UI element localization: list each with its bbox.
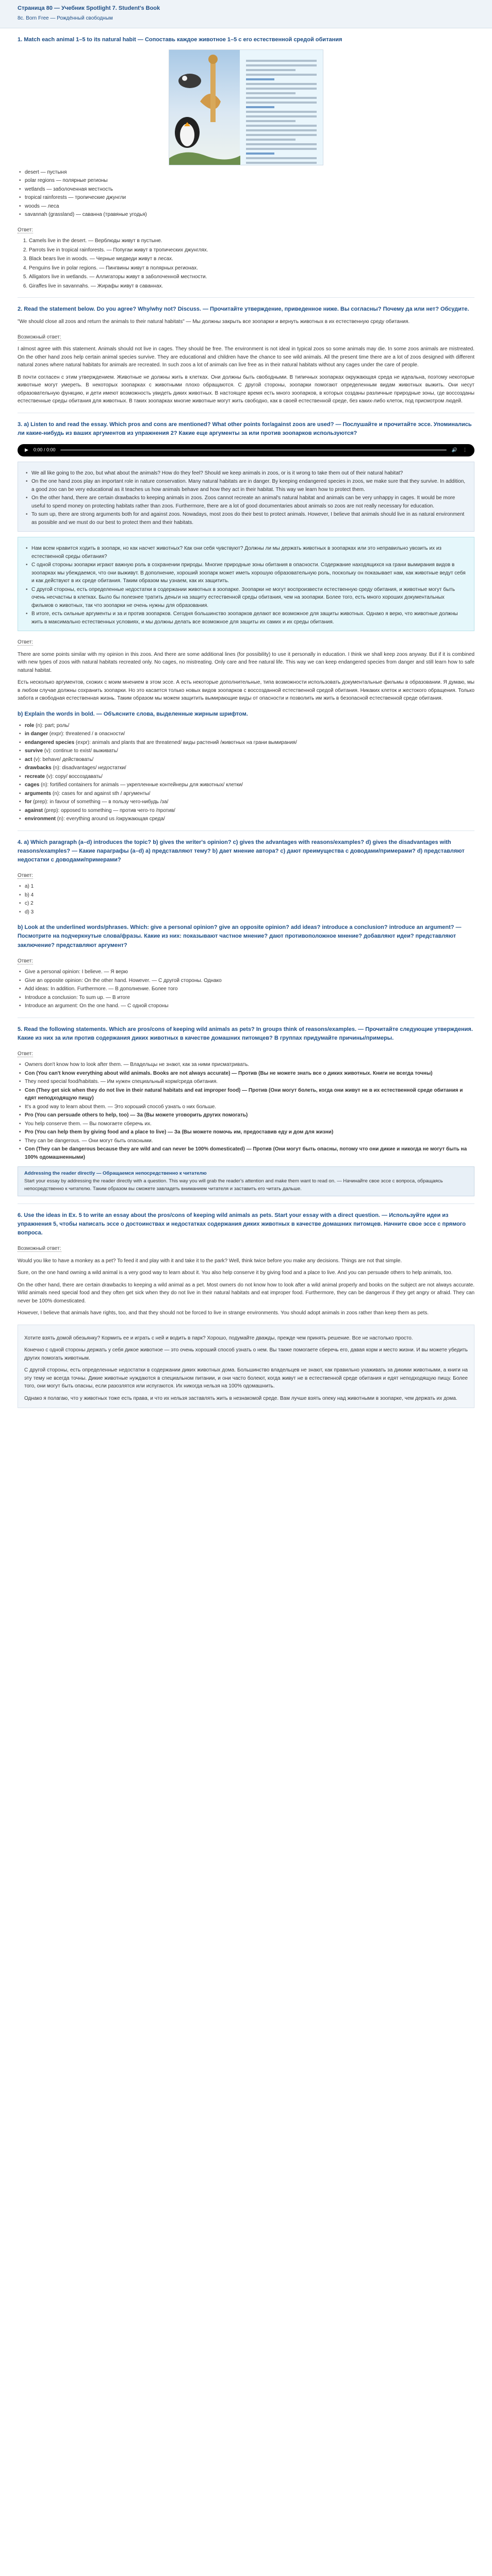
answer-item: 4. Penguins live in polar regions. — Пингвины живут в полярных регионах. (29, 264, 474, 273)
task-1-title: 1. Match each animal 1–5 to its natural habit — Сопоставь каждое животное 1–5 с его естественной средой обитания (18, 36, 342, 43)
task-2-answer-ru: В почти согласен с этим утверждением. Животные не должны жить в клетках. Они должны быть свободными. В типичных зоопарках окружающая среда не идеальна, поэтому некоторые животные могут умереть. В некоторых зоопарках с животными плохо обращаются. С другой стороны, зоопарки помогают определенным видам животных выжить. Они несут образовательную функцию, и дети имеют возможность увидеть диких животных. В настоящее время есть много зоопарков, в которых созданы различные природные зоны, где воссозданы естественные среды обитания для животных. В таких зоопарках многие животные могут жить свободно, как в своей естественной среде, без каких-либо клеток, под присмотром людей. (18, 374, 474, 404)
vocabulary-item (18, 747, 474, 755)
essay-paragraph: • On the one hand zoos play an important role in nature conservation. Many natural habitats are in danger. By keeping endangered species in zoos, we make sure that they survive. In addition, a good zoo can be very educational as it teaches us how animals behave and how they act in their habitat. This way we learn how to protect them. (24, 478, 468, 494)
audio-progress-bar[interactable] (60, 449, 446, 451)
essay-page-preview (240, 50, 323, 165)
audio-player[interactable] (18, 444, 474, 456)
task-3b-title: b) Explain the words in bold. — Объясните слова, выделенные жирным шрифтом. (18, 710, 248, 717)
answer-item: • Introduce an argument: On the one hand. — С одной стороны (18, 1002, 474, 1010)
page-header (0, 0, 492, 28)
vocabulary-definition: (n): cases for and against sth / аргументы/ (51, 790, 151, 796)
essay-translation-paragraph: С другой стороны, есть определенные недостатки в содержании диких животных дома. Большинство владельцев не знают, как правильно ухаживать за дикими животными, а книги на эту тему не всегда точны. Дикие животные нуждаются в специальном питании, и они часто болеют, когда живут не в естественной среде обитания и едят неподходящую пищу. Более того, они могут быть опасны, если разозлятся или испугаются. Их никогда нельзя на 100% одомашнить. (24, 1367, 468, 1389)
tip-text: Start your essay by addressing the reader directly with a question. This way you will grab the reader's attention and make them want to read on. — Начинайте свое эссе с вопроса, обращаясь непосредственно к читателю. Таким образом вы сможете завладеть вниманием читателя и заставить его читать дальше. (24, 1178, 443, 1192)
play-icon[interactable]: ▶ (25, 447, 28, 452)
argument-answer: • Con (You can't know everything about wild animals. Books are not always accurate) — Против (Вы не можете знать все о диких животных. Книги не всегда точны) (18, 1070, 474, 1078)
vocabulary-definition: (n): fortified containers for animals — укрепленные контейнеры для животных/ клетки/ (39, 782, 243, 788)
essay-translation-paragraph: • Нам всем нравится ходить в зоопарк, но как насчет животных? Как они себя чувствуют? Должны ли мы держать животных в зоопарках или это неправильно увозить их из естественной среды обитания? (24, 545, 468, 561)
animals-drawing (169, 50, 240, 165)
habitat-item: • wetlands — заболоченная местность (18, 185, 474, 194)
vocabulary-word: recreate (25, 773, 45, 779)
essay-paragraphs (24, 469, 468, 527)
task-2-answer-en: I almost agree with this statement. Animals should not live in cages. They should be free. The environment is not ideal in typical zoos so some animals may die. In some zoos animals are mistreated. On the other hand zoos help certain animal species survive. They are educational and children have the chance to see wild animals. All the present time there are a lot of zoos designed with different natural zones where natural habitats for animals are recreated. In such zoos a lot of animals can live free as in their natural habitats without any cages under the care of people. (18, 346, 474, 368)
vocabulary-definition: (expr): animals and plants that are threatened/ виды растений /животных на грани вымирания/ (74, 739, 297, 745)
vocabulary-definition: (v): copy/ воссоздавать/ (44, 773, 103, 779)
task-5-answer-label: Ответ: (18, 1050, 34, 1057)
tip-title: Addressing the reader directly — Обращаемся непосредственно к читателю (24, 1171, 207, 1177)
answer-item: 5. Alligators live in wetlands. — Аллигаторы живут в заболоченной местности. (29, 273, 474, 281)
vocabulary-word: survive (25, 748, 43, 754)
statement-item: • They need special food/habitats. — Им нужен специальный корм/среда обитания. (18, 1078, 474, 1086)
task-4-answers (18, 883, 474, 916)
vocabulary-item (18, 790, 474, 798)
essay-translation-paragraph: • В итоге, есть сильные аргументы и за и против зоопарков. Сегодня большинство зоопарков делают все возможное для защиты животных. Однако я верю, что животные должны жить в максимально естественных условиях, и мы должны делать все возможное для защиты их самих и их среды обитания. (24, 610, 468, 626)
essay-paragraph: • On the other hand, there are certain drawbacks to keeping animals in zoos. Zoos cannot recreate an animal's natural habitat and animals can be very unhappy in cages. It would be more useful to spend money on protecting habitats rather than zoos. Furthermore, there are a lot of good documentaries about animals so zoos are not really necessary for education. (24, 494, 468, 510)
essay-paragraph: Would you like to have a monkey as a pet? To feed it and play with it and take it to the park? Well, think twice before you make any decisions. Things are not that simple. (18, 1258, 402, 1264)
vocabulary-definition: (n): disadvantages/ недостатки/ (51, 765, 126, 771)
vocabulary-word: endangered species (25, 739, 75, 745)
task-6-sample-label: Возможный ответ: (18, 1246, 61, 1252)
task-3-title: 3. a) Listen to and read the essay. Which pros and cons are mentioned? What other points for/against zoos are used? — Послушайте и прочитайте эссе. Упоминались ли какие-нибудь из ваших аргументов из упражнения 2? Какие еще аргументы за или против зоопарков используются? (18, 421, 472, 436)
habitat-list (18, 168, 474, 219)
task-5-title: 5. Read the following statements. Which are pros/cons of keeping wild animals as pets? In groups think of reasons/examples. — Прочитайте следующие утверждения. Какие из них за или против содержания диких животных в качестве домашних питомцев? В группах придумайте причины/примеры. (18, 1026, 473, 1041)
vocabulary-definition: (v): continue to exist/ выживать/ (43, 748, 118, 754)
task-1-answers (18, 237, 474, 290)
vocabulary-word: for (25, 799, 32, 805)
essay-translation-paragraph: Хотите взять домой обезьянку? Кормить ее и играть с ней и водить в парк? Хорошо, подумайте дважды, прежде чем принять решение. Все не настолько просто. (24, 1335, 413, 1341)
answer-item: • c) 2 (18, 900, 474, 908)
habitat-item: • woods — леса (18, 202, 474, 211)
task-3-answer-en: There are some points similar with my opinion in this zoos. And there are some additional lines (for possibility) to use it personally in education. I think we shall keep zoos anyway. But if it is combined with new types of zoos with natural habitats recreated only. No cages, no mistreating. Only care and free natural life. This way we can keep endangered species from danger and still learn how to safe natural habitat. (18, 651, 474, 673)
essay-translation-paragraph: • С одной стороны зоопарки играют важную роль в сохранении природы. Многие природные зоны обитания в опасности. Содержание находящихся на грани вымирания видов в зоопарках мы убеждаемся, что они выживут. В дополнение, хороший зоопарк может иметь хорошую образовательную роль, поскольку он показывает нам, как животные ведут себя и как действуют в их среде обитания. Таким образом мы узнаем, как их защитить. (24, 561, 468, 585)
textbook-image (169, 49, 323, 165)
task-6-essay-ru (24, 1334, 468, 1403)
task-6-translation (18, 1325, 474, 1409)
answer-item: 3. Black bears live in woods. — Черные медведи живут в лесах. (29, 255, 474, 263)
essay-translation-paragraphs (24, 545, 468, 626)
tip-box (18, 1166, 474, 1196)
task-4b-answer-label: Ответ: (18, 958, 34, 964)
vocabulary-list (18, 722, 474, 823)
habitat-item: • polar regions — полярные регионы (18, 177, 474, 185)
answer-item: 6. Giraffes live in savannahs. — Жирафы живут в саваннах. (29, 282, 474, 291)
vocabulary-item (18, 739, 474, 747)
task-5-answers (18, 1061, 474, 1161)
vocabulary-item (18, 773, 474, 781)
task-6-title: 6. Use the ideas in Ex. 5 to write an essay about the pros/cons of keeping wild animals as pets. Start your essay with a direct question. — Используйте идеи из упражнения 5, чтобы написать эссе о достоинствах и недостатках содержания диких животных в качестве домашних питомцев. Начните свое эссе с прямого вопроса. (18, 1212, 466, 1236)
task-4-title: 4. a) Which paragraph (a–d) introduces the topic? b) gives the writer's opinion? c) gives the advantages with reasons/examples? d) gives the disadvantages with reasons/examples? — Какие параграфы (a–d) а) представляют тему? b) дает мнение автора? c) дают преимущества с доводами/примерами? d) представляют недостатки с доводами/примерами? (18, 839, 465, 863)
vocabulary-word: arguments (25, 790, 52, 796)
audio-time: 0:00 / 0:00 (33, 447, 56, 452)
task-2-sample-label: Возможный ответ: (18, 334, 61, 340)
statement-item: • Owners don't know how to look after them. — Владельцы не знают, как за ними присматривать. (18, 1061, 474, 1069)
page-title: Страница 80 — Учебник Spotlight 7. Student's Book (18, 5, 160, 11)
task-6-essay (18, 1257, 474, 1317)
statement-item: • It's a good way to learn about them. — Это хороший способ узнать о них больше. (18, 1103, 474, 1111)
argument-answer: • Con (They get sick when they do not live in their natural habitats and eat improper food) — Против (Они могут болеть, когда они живут не в их естественной среде обитания и едят неподходящую пищу) (18, 1087, 474, 1103)
vocabulary-definition: (v): behave/ действовать/ (32, 756, 94, 762)
volume-icon[interactable]: 🔊 (451, 447, 457, 452)
answer-item: • Introduce a conclusion: To sum up. — В итоге (18, 994, 474, 1002)
vocabulary-word: act (25, 756, 32, 762)
vocabulary-definition: (expr): threatened / в опасности/ (48, 731, 125, 737)
vocabulary-word: in danger (25, 731, 48, 737)
habitat-item: • savannah (grassland) — саванна (травяные угодья) (18, 211, 474, 219)
vocabulary-item (18, 807, 474, 815)
essay-translation-paragraph: • С другой стороны, есть определенные недостатки в содержании животных в зоопарке. Зоопарки не могут воспроизвести естественную среду обитания, и животные могут быть очень несчастны в клетках. Было бы полезнее тратить деньги на защиту естественной среды обитания, чем на зоопарки. Более того, есть много хороших документальных фильмов о животных, так что зоопарки не очень нужны для образования. (24, 586, 468, 610)
answer-item: • a) 1 (18, 883, 474, 891)
task-4b-title: b) Look at the underlined words/phrases. Which: give a personal opinion? give an opposite opinion? add ideas? introduce a conclusion? introduce an argument? — Посмотрите на подчеркнутые слова/фразы. Какие из них: показывают частное мнение? дают противоположное мнение? добавляют идеи? представляют заключение? представляют аргумент? (18, 924, 462, 948)
task-2-quote: "We should close all zoos and return the animals to their natural habitats" — Мы должны закрыть все зоопарки и вернуть животных в их естественную среду обитания. (18, 319, 410, 325)
more-icon[interactable]: ⋮ (463, 447, 467, 452)
animals-illustration (169, 50, 240, 165)
essay-paragraph: However, I believe that animals have rights, too, and that they should not be forced to live in strange environments. You should adopt animals in zoos rather than keep them as pets. (18, 1310, 429, 1316)
vocabulary-definition: (n): part; роль/ (34, 722, 70, 728)
vocabulary-item (18, 722, 474, 730)
answer-item: • d) 3 (18, 908, 474, 917)
answer-item: 2. Parrots live in tropical rainforests. — Попугаи живут в тропических джунглях. (29, 246, 474, 255)
essay-translation-paragraph: Однако я полагаю, что у животных тоже есть права, и что их нельзя заставлять жить в незнакомой среде. Вам лучше взять опеку над животными в зоопарке, чем держать их дома. (24, 1395, 457, 1401)
statement-item: • You help conserve them. — Вы помогаете сберечь их. (18, 1120, 474, 1128)
answer-item: • Give a personal opinion: I believe. — Я верю (18, 968, 474, 976)
task-1-answer-label: Ответ: (18, 227, 34, 233)
vocabulary-item (18, 756, 474, 764)
vocabulary-word: cages (25, 782, 40, 788)
answer-item: • Give an opposite opinion: On the other hand. However. — С другой стороны. Однако (18, 977, 474, 985)
task-4b-answers (18, 968, 474, 1010)
argument-answer: • Pro (You can help them by giving food and a place to live) — За (Вы можете помочь им, предоставив еду и дом для жизни) (18, 1128, 474, 1137)
argument-answer: • Con (They can be dangerous because they are wild and can never be 100% domesticated) — Против (Они могут быть опасны, потому что они дикие и никогда не могут быть на 100% одомашненными) (18, 1145, 474, 1161)
vocabulary-item (18, 798, 474, 806)
section-title: 8c. Born Free — Рождённый свободным (18, 15, 113, 22)
vocabulary-definition: (prep): in favour of something — в пользу чего-нибудь /за/ (31, 799, 169, 805)
vocabulary-item (18, 730, 474, 738)
vocabulary-definition: (prep): opposed to something — против чего-то /против/ (43, 807, 175, 814)
answer-item: • Add ideas: In addition. Furthermore. — В дополнение. Более того (18, 985, 474, 993)
vocabulary-word: drawbacks (25, 765, 52, 771)
vocabulary-definition: (n): everything around us /окружающая среда/ (56, 816, 165, 822)
task-2-title: 2. Read the statement below. Do you agree? Why/why not? Discuss. — Прочитайте утверждение, приведенное ниже. Вы согласны? Почему да или нет? Обсудите. (18, 306, 469, 313)
task-3-answer-ru: Есть несколько аргументов, схожих с моим мнением в этом эссе. А есть некоторые дополнительные, типа возможности использовать документальные фильмы в образовании. Я думаю, мы в любом случае должны сохранить зоопарки. Но это касается только новых видов зоопарков с воссозданной естественной средой обитания. Никаких клеток и жестокого обращения. Только забота и свободная естественная жизнь. Таким образом мы можем защитить вымирающие виды от опасности и позволить им жить в безопасной естественной среде обитания. (18, 680, 474, 702)
essay-paragraph: • To sum up, there are strong arguments both for and against zoos. Nowadays, most zoos do their best to protect animals. However, I believe that animals should live in as natural environment as possible and we must do our best to protect them and their habitats. (24, 511, 468, 527)
essay-paragraph: • We all like going to the zoo, but what about the animals? How do they feel? Should we keep animals in zoos, or is it wrong to take them out of their natural habitat? (24, 469, 468, 478)
essay-translation-paragraph: Конечно с одной стороны держать у себя дикое животное — это очень хороший способ узнать о нем. Вы также помогаете сберечь его, давая корм и место жизни. И вы можете убедить других помогать животным. (24, 1347, 468, 1361)
vocabulary-item (18, 764, 474, 772)
statement-item: • They can be dangerous. — Они могут быть опасными. (18, 1137, 474, 1145)
essay-paragraph: Sure, on the one hand owning a wild animal is a very good way to learn about it. You also help conserve it by giving food and a place to live. And you can persuade others to help animals, too. (18, 1270, 453, 1276)
vocabulary-item (18, 815, 474, 823)
vocabulary-word: against (25, 807, 43, 814)
essay-translation-box (18, 537, 474, 631)
task-4-answer-label: Ответ: (18, 872, 34, 878)
answer-item: • b) 4 (18, 891, 474, 900)
habitat-item: • tropical rainforests — тропические джунгли (18, 194, 474, 202)
essay-box (18, 462, 474, 532)
vocabulary-item (18, 781, 474, 789)
vocabulary-word: role (25, 722, 35, 728)
task-3-answer-label: Ответ: (18, 639, 34, 646)
answer-item: 1. Camels live in the desert. — Верблюды живут в пустыне. (29, 237, 474, 245)
habitat-item: • desert — пустыня (18, 168, 474, 177)
essay-paragraph: On the other hand, there are certain drawbacks to keeping a wild animal as a pet. Most owners do not know how to look after a wild animal properly and books on the subject are not always accurate. Wild animals need special food and they often get sick when they do not live in their natural habitats and eat improper food. Furthermore, they can be dangerous if they get angry or afraid. They can never be 100% domesticated. (18, 1282, 474, 1304)
vocabulary-word: environment (25, 816, 56, 822)
argument-answer: • Pro (You can persuade others to help, too) — За (Вы можете уговорить других помогать) (18, 1111, 474, 1120)
